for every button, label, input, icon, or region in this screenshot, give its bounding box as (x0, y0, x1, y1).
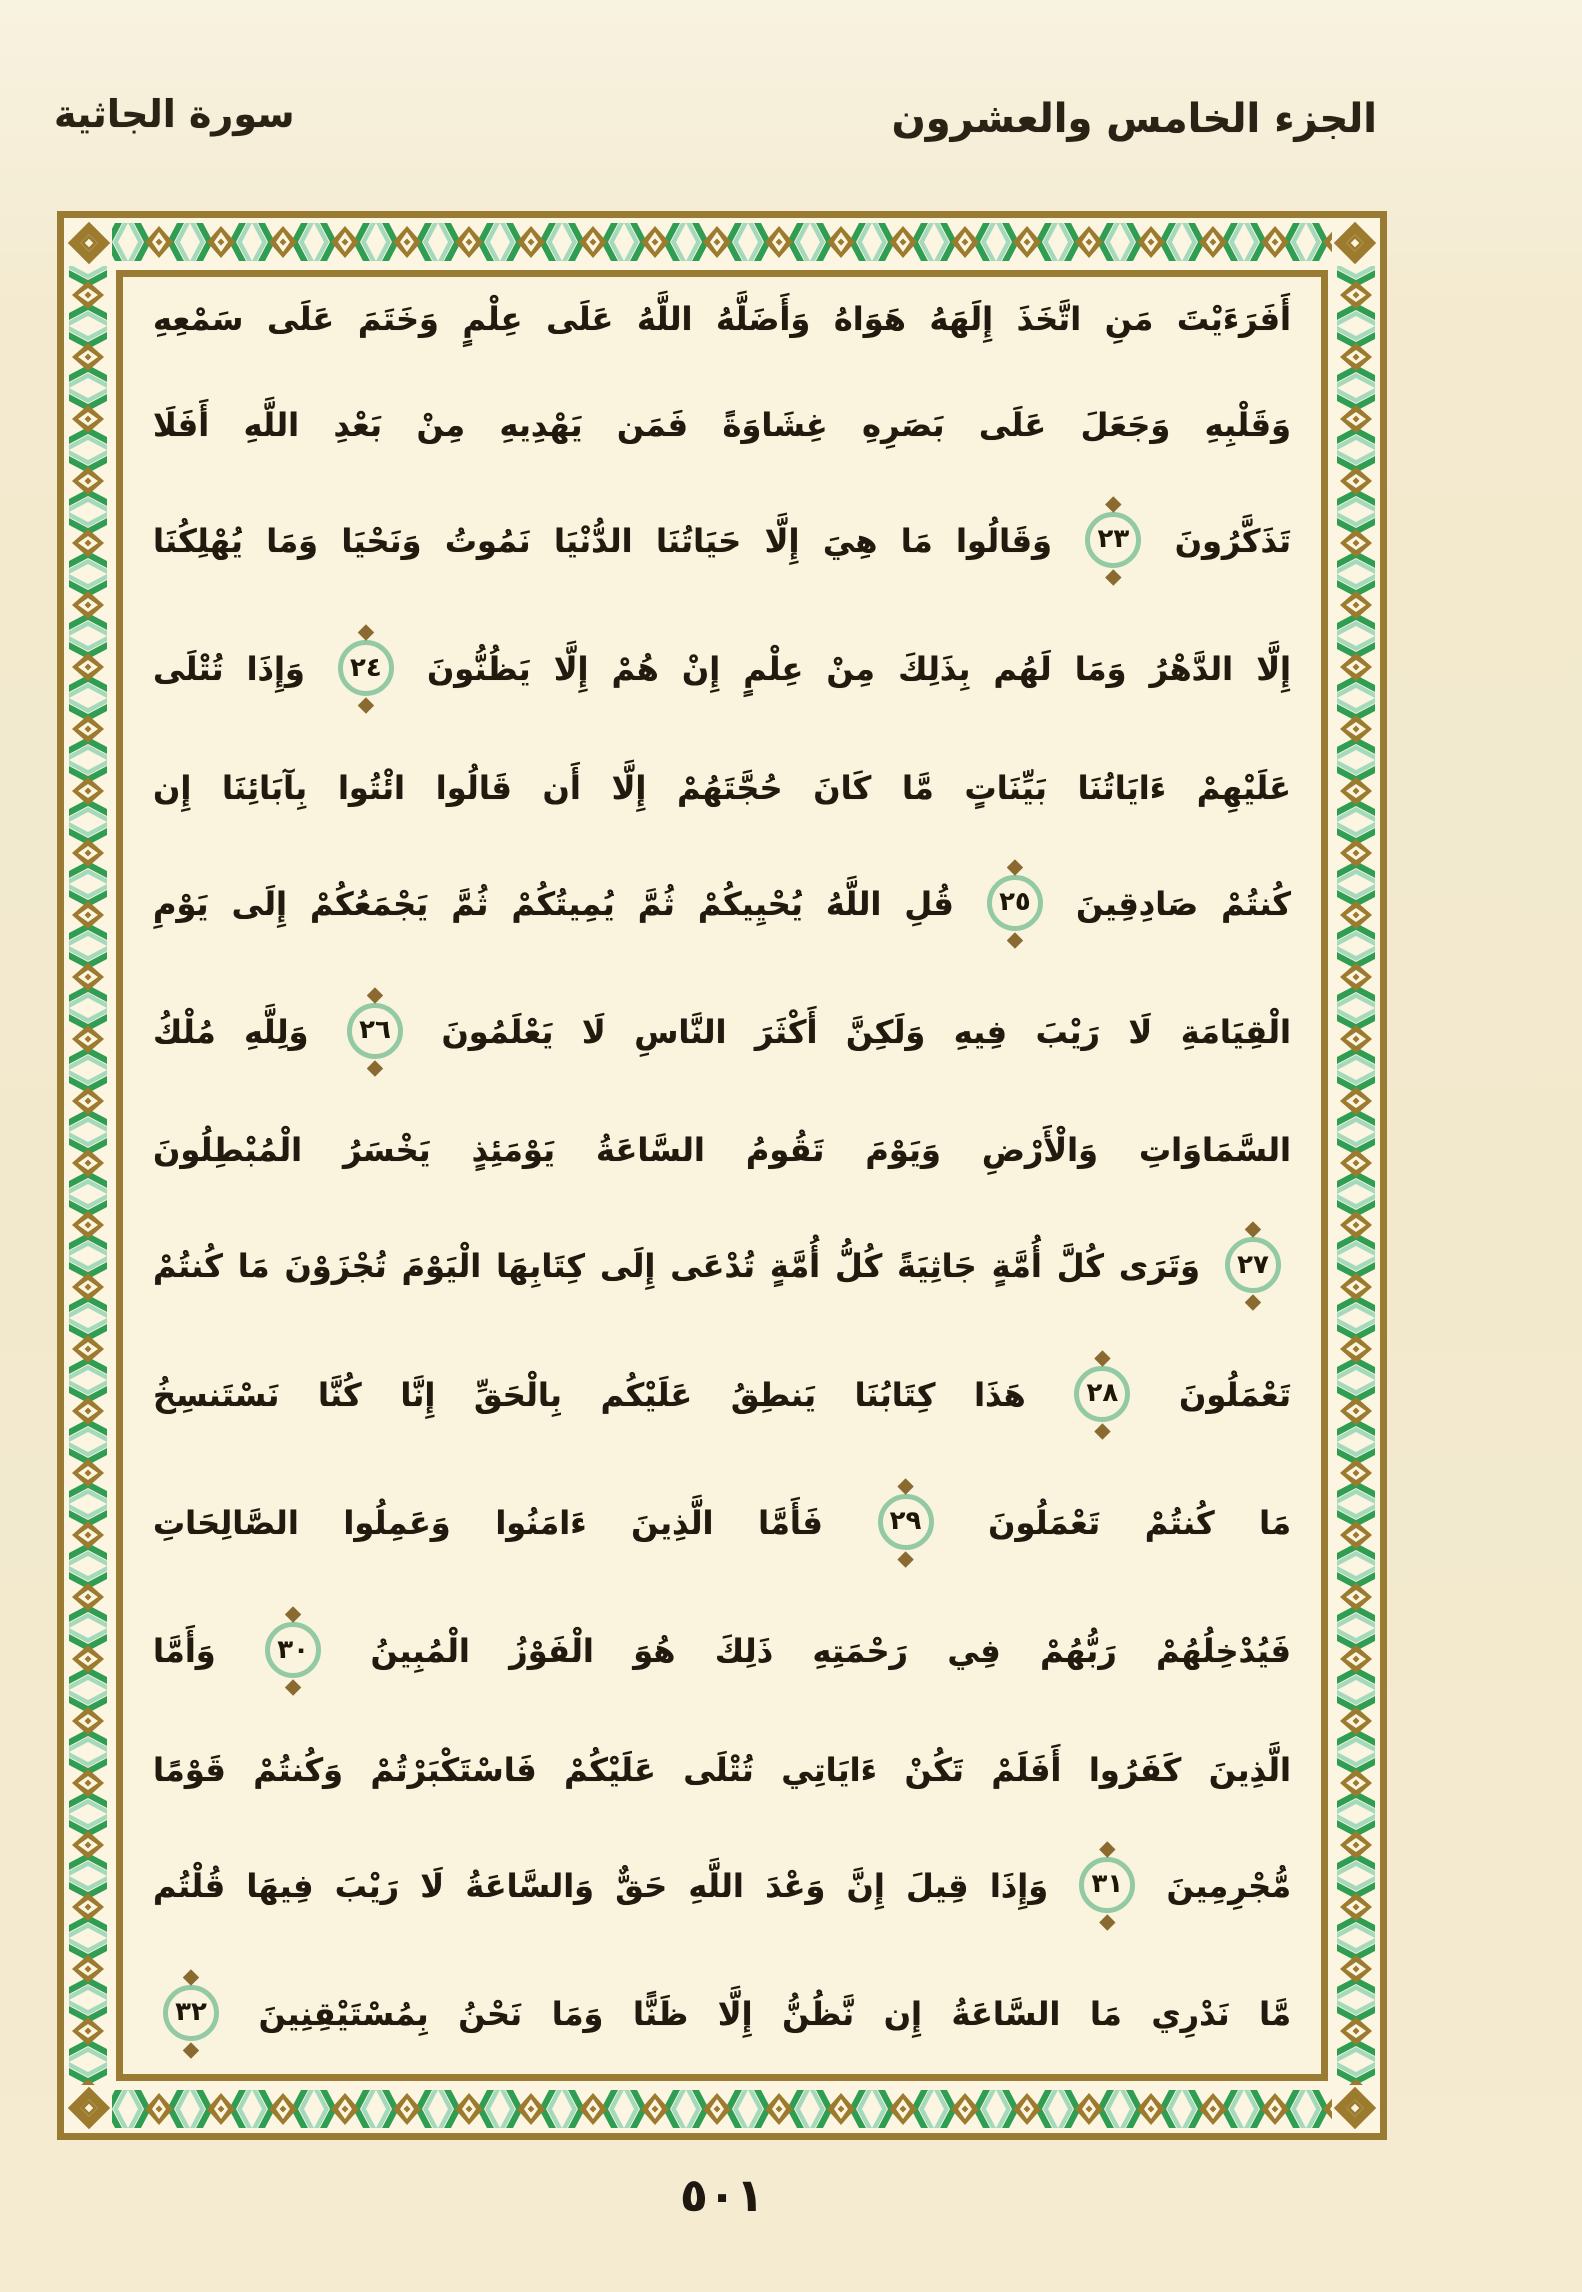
ayah-marker: ◆ ٢٤ ◆ (338, 640, 394, 696)
quran-line: إِلَّا الدَّهْرُ وَمَا لَهُم بِذَلِكَ مِنْ عِلْمٍ إِنْ هُمْ إِلَّا يَظُنُّونَ ◆ ٢٤ ◆ وَإِذَا تُتْلَى (153, 643, 1291, 699)
decorative-frame (57, 211, 1387, 2140)
quran-line: الْقِيَامَةِ لَا رَيْبَ فِيهِ وَلَكِنَّ أَكْثَرَ النَّاسِ لَا يَعْلَمُونَ ◆ ٢٦ ◆ وَلِلَّهِ مُلْكُ (153, 1006, 1291, 1062)
quran-line: أَفَرَءَيْتَ مَنِ اتَّخَذَ إِلَهَهُ هَوَاهُ وَأَضَلَّهُ اللَّهُ عَلَى عِلْمٍ وَخَتَمَ عَلَى سَمْعِهِ (153, 300, 1291, 338)
ayah-marker: ◆ ٢٥ ◆ (987, 875, 1043, 931)
quran-text-area (123, 277, 1321, 2074)
corner-ornament-top-left (66, 220, 112, 266)
quran-line: السَّمَاوَاتِ وَالْأَرْضِ وَيَوْمَ تَقُومُ السَّاعَةُ يَوْمَئِذٍ يَخْسَرُ الْمُبْطِلُونَ (153, 1131, 1291, 1170)
quran-line: تَعْمَلُونَ ◆ ٢٨ ◆ هَذَا كِتَابُنَا يَنطِقُ عَلَيْكُم بِالْحَقِّ إِنَّا كُنَّا نَسْتَنسِخُ (153, 1369, 1291, 1425)
corner-ornament-bottom-left (66, 2085, 112, 2131)
corner-ornament-bottom-right (1332, 2085, 1378, 2131)
border-pattern-top (66, 220, 1378, 264)
ayah-marker: ◆ ٢٩ ◆ (878, 1494, 934, 1550)
quran-line: مُّجْرِمِينَ ◆ ٣١ ◆ وَإِذَا قِيلَ إِنَّ وَعْدَ اللَّهِ حَقٌّ وَالسَّاعَةُ لَا رَيْبَ فِيهَا قُلْتُم (153, 1860, 1291, 1916)
page-number: ٥٠١ (679, 2168, 765, 2222)
quran-line: تَذَكَّرُونَ ◆ ٢٣ ◆ وَقَالُوا مَا هِيَ إِلَّا حَيَاتُنَا الدُّنْيَا نَمُوتُ وَنَحْيَا وَمَا يُهْلِكُنَا (153, 515, 1291, 571)
quran-line: مَّا نَدْرِي مَا السَّاعَةُ إِن نَّظُنُّ إِلَّا ظَنًّا وَمَا نَحْنُ بِمُسْتَيْقِنِينَ ◆ ٣٢ ◆ (153, 1988, 1291, 2044)
quran-line: الَّذِينَ كَفَرُوا أَفَلَمْ تَكُنْ ءَايَاتِي تُتْلَى عَلَيْكُمْ فَاسْتَكْبَرْتُمْ وَكُنتُمْ قَوْمًا (153, 1750, 1291, 1789)
border-pattern-left (66, 264, 110, 2087)
ayah-marker: ◆ ٢٧ ◆ (1225, 1237, 1281, 1293)
quran-line: كُنتُمْ صَادِقِينَ ◆ ٢٥ ◆ قُلِ اللَّهُ يُحْيِيكُمْ ثُمَّ يُمِيتُكُمْ ثُمَّ يَجْمَعُكُمْ إِلَى يَوْمِ (153, 878, 1291, 934)
quran-line: فَيُدْخِلُهُمْ رَبُّهُمْ فِي رَحْمَتِهِ ذَلِكَ هُوَ الْفَوْزُ الْمُبِينُ ◆ ٣٠ ◆ وَأَمَّا (153, 1625, 1291, 1681)
ayah-marker: ◆ ٢٨ ◆ (1074, 1366, 1130, 1422)
quran-line: عَلَيْهِمْ ءَايَاتُنَا بَيِّنَاتٍ مَّا كَانَ حُجَّتَهُمْ إِلَّا أَن قَالُوا ائْتُوا بِآبَائِنَا إِن (153, 768, 1291, 807)
ayah-marker: ◆ ٣٠ ◆ (265, 1622, 321, 1678)
ayah-marker: ◆ ٢٦ ◆ (347, 1003, 403, 1059)
inner-gold-rule (116, 270, 1328, 2081)
juz-header: الجزء الخامس والعشرون (891, 96, 1377, 142)
ayah-marker: ◆ ٢٣ ◆ (1085, 512, 1141, 568)
border-pattern-right (1334, 264, 1378, 2087)
ayah-marker: ◆ ٣٢ ◆ (163, 1985, 219, 2041)
border-pattern-bottom (66, 2087, 1378, 2131)
quran-line: ◆ ٢٧ ◆ وَتَرَى كُلَّ أُمَّةٍ جَاثِيَةً كُلُّ أُمَّةٍ تُدْعَى إِلَى كِتَابِهَا الْيَوْمَ تُجْزَوْنَ مَا كُنتُمْ (153, 1240, 1291, 1296)
corner-ornament-top-right (1332, 220, 1378, 266)
ayah-marker: ◆ ٣١ ◆ (1079, 1857, 1135, 1913)
surah-header: سورة الجاثية (54, 92, 295, 136)
quran-line: مَا كُنتُمْ تَعْمَلُونَ ◆ ٢٩ ◆ فَأَمَّا الَّذِينَ ءَامَنُوا وَعَمِلُوا الصَّالِحَاتِ (153, 1497, 1291, 1553)
quran-line: وَقَلْبِهِ وَجَعَلَ عَلَى بَصَرِهِ غِشَاوَةً فَمَن يَهْدِيهِ مِنْ بَعْدِ اللَّهِ أَفَلَا (153, 405, 1291, 444)
